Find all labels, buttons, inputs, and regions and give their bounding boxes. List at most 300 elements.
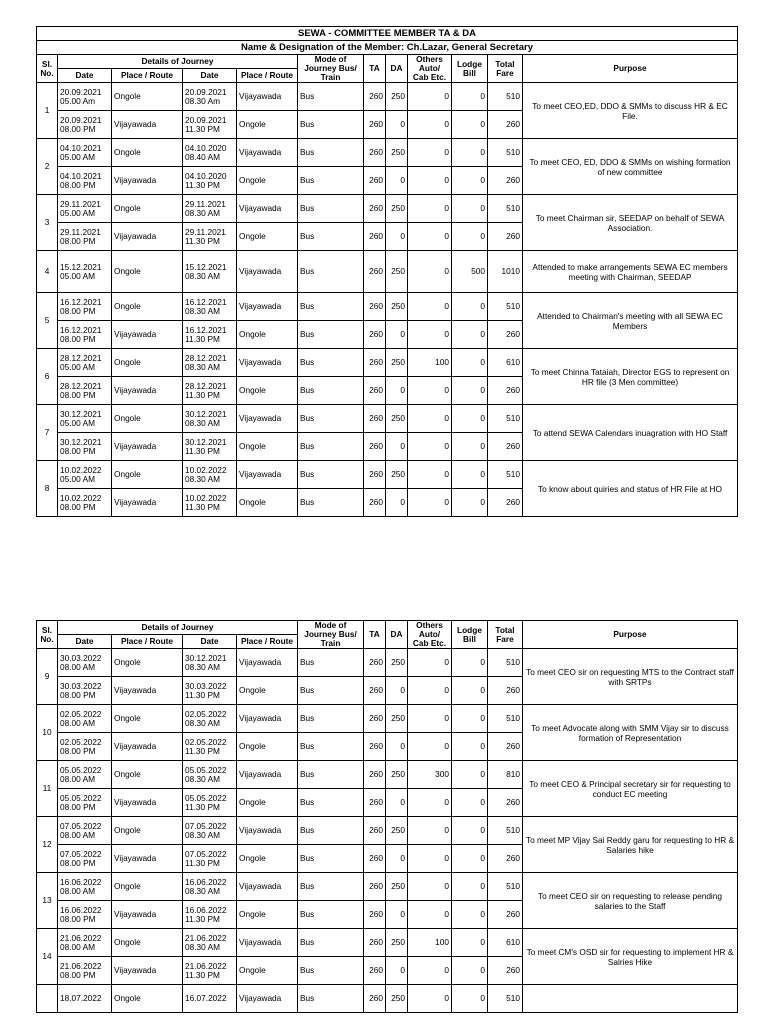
purpose-text: To attend SEWA Calendars inuagration with HO Staff: [523, 405, 738, 461]
total-fare: 260: [488, 789, 523, 817]
arrival-place: Ongole: [237, 433, 298, 461]
ta-da-sheet-page-1: [36, 26, 737, 517]
col-sl-no: Sl. No.: [37, 621, 58, 649]
departure-place: Ongole: [112, 349, 183, 377]
journey-mode: Bus: [298, 985, 364, 1013]
lodge-amount: 500: [452, 251, 488, 293]
ta-amount: 260: [364, 251, 386, 293]
da-amount: 0: [386, 321, 408, 349]
serial-number: 13: [37, 873, 58, 929]
ta-amount: 260: [364, 433, 386, 461]
departure-date: 07.05.2022 08.00 AM: [58, 817, 112, 845]
serial-number: 11: [37, 761, 58, 817]
da-amount: 0: [386, 489, 408, 517]
arrival-date: 05.05.2022 11.30 PM: [183, 789, 237, 817]
da-amount: 250: [386, 873, 408, 901]
arrival-date: 15.12.2021 08.30 AM: [183, 251, 237, 293]
total-fare: 260: [488, 957, 523, 985]
others-amount: 0: [408, 957, 452, 985]
departure-date: 18.07.2022: [58, 985, 112, 1013]
member-name-designation: Name & Designation of the Member: Ch.Lazar, General Secretary: [37, 41, 738, 55]
lodge-amount: 0: [452, 789, 488, 817]
departure-place: Vijayawada: [112, 223, 183, 251]
arrival-place: Vijayawada: [237, 873, 298, 901]
arrival-place: Ongole: [237, 377, 298, 405]
journey-mode: Bus: [298, 817, 364, 845]
departure-place: Vijayawada: [112, 167, 183, 195]
ta-amount: 260: [364, 139, 386, 167]
journey-row: [37, 251, 738, 293]
journey-row: [37, 929, 738, 957]
others-amount: 0: [408, 321, 452, 349]
departure-date: 21.06.2022 08.00 AM: [58, 929, 112, 957]
arrival-place: Ongole: [237, 223, 298, 251]
col-sl-no: Sl. No.: [37, 55, 58, 83]
others-amount: 0: [408, 195, 452, 223]
others-amount: 100: [408, 349, 452, 377]
arrival-place: Vijayawada: [237, 649, 298, 677]
serial-number: 9: [37, 649, 58, 705]
lodge-amount: 0: [452, 111, 488, 139]
da-amount: 0: [386, 223, 408, 251]
arrival-date: 20.09.2021 11.30 PM: [183, 111, 237, 139]
departure-date: 05.05.2022 08.00 AM: [58, 761, 112, 789]
ta-amount: 260: [364, 111, 386, 139]
col-details-of-journey: Details of Journey: [58, 55, 298, 69]
total-fare: 510: [488, 405, 523, 433]
departure-date: 30.03.2022 08.00 PM: [58, 677, 112, 705]
ta-amount: 260: [364, 985, 386, 1013]
others-amount: 0: [408, 251, 452, 293]
ta-amount: 260: [364, 761, 386, 789]
col-date-to: Date: [183, 69, 237, 83]
ta-amount: 260: [364, 195, 386, 223]
journey-mode: Bus: [298, 349, 364, 377]
departure-date: 10.02.2022 05.00 AM: [58, 461, 112, 489]
total-fare: 510: [488, 705, 523, 733]
arrival-date: 05.05.2022 08.30 AM: [183, 761, 237, 789]
ta-amount: 260: [364, 83, 386, 111]
serial-number: 5: [37, 293, 58, 349]
departure-date: 20.09.2021 08.00 PM: [58, 111, 112, 139]
departure-place: Vijayawada: [112, 677, 183, 705]
ta-amount: 260: [364, 489, 386, 517]
journey-mode: Bus: [298, 733, 364, 761]
others-amount: 100: [408, 929, 452, 957]
departure-date: 21.06.2022 08.00 PM: [58, 957, 112, 985]
departure-date: 28.12.2021 05.00 AM: [58, 349, 112, 377]
total-fare: 510: [488, 195, 523, 223]
others-amount: 0: [408, 649, 452, 677]
da-amount: 250: [386, 985, 408, 1013]
arrival-date: 20.09.2021 08.30 Am: [183, 83, 237, 111]
arrival-place: Vijayawada: [237, 293, 298, 321]
journey-mode: Bus: [298, 139, 364, 167]
da-amount: 250: [386, 251, 408, 293]
arrival-place: Vijayawada: [237, 761, 298, 789]
arrival-date: 07.05.2022 08.30 AM: [183, 817, 237, 845]
purpose-text: To know about quiries and status of HR File at HO: [523, 461, 738, 517]
total-fare: 510: [488, 139, 523, 167]
lodge-amount: 0: [452, 817, 488, 845]
da-amount: 250: [386, 349, 408, 377]
total-fare: 260: [488, 321, 523, 349]
arrival-date: 29.11.2021 08.30 AM: [183, 195, 237, 223]
others-amount: 0: [408, 873, 452, 901]
da-amount: 0: [386, 733, 408, 761]
departure-place: Vijayawada: [112, 433, 183, 461]
departure-place: Ongole: [112, 293, 183, 321]
sheet-title: SEWA - COMMITTEE MEMBER TA & DA: [37, 27, 738, 41]
arrival-place: Ongole: [237, 789, 298, 817]
total-fare: 260: [488, 377, 523, 405]
arrival-place: Vijayawada: [237, 817, 298, 845]
departure-place: Ongole: [112, 873, 183, 901]
departure-date: 05.05.2022 08.00 PM: [58, 789, 112, 817]
ta-amount: 260: [364, 789, 386, 817]
departure-date: 10.02.2022 08.00 PM: [58, 489, 112, 517]
journey-row: [37, 705, 738, 733]
departure-place: Ongole: [112, 251, 183, 293]
departure-place: Ongole: [112, 705, 183, 733]
arrival-place: Vijayawada: [237, 985, 298, 1013]
journey-row: [37, 873, 738, 901]
ta-da-table-1: [36, 26, 738, 517]
da-amount: 250: [386, 139, 408, 167]
journey-row: [37, 761, 738, 789]
journey-mode: Bus: [298, 293, 364, 321]
total-fare: 260: [488, 167, 523, 195]
journey-mode: Bus: [298, 761, 364, 789]
total-fare: 260: [488, 845, 523, 873]
journey-mode: Bus: [298, 957, 364, 985]
others-amount: 0: [408, 405, 452, 433]
total-fare: 510: [488, 293, 523, 321]
departure-date: 15.12.2021 05.00 AM: [58, 251, 112, 293]
lodge-amount: 0: [452, 985, 488, 1013]
departure-place: Ongole: [112, 461, 183, 489]
others-amount: 0: [408, 733, 452, 761]
others-amount: 300: [408, 761, 452, 789]
journey-row: [37, 817, 738, 845]
ta-da-table-2: [36, 620, 738, 1013]
arrival-date: 10.02.2022 11.30 PM: [183, 489, 237, 517]
da-amount: 0: [386, 433, 408, 461]
arrival-date: 16.12.2021 08.30 AM: [183, 293, 237, 321]
col-da: DA: [386, 621, 408, 649]
lodge-amount: 0: [452, 845, 488, 873]
total-fare: 510: [488, 461, 523, 489]
purpose-text: To meet MP Vijay Sai Reddy garu for requesting to HR & Salaries hike: [523, 817, 738, 873]
ta-amount: 260: [364, 405, 386, 433]
arrival-date: 30.12.2021 08.30 AM: [183, 649, 237, 677]
ta-amount: 260: [364, 377, 386, 405]
da-amount: 0: [386, 901, 408, 929]
da-amount: 0: [386, 167, 408, 195]
arrival-date: 16.12.2021 11.30 PM: [183, 321, 237, 349]
lodge-amount: 0: [452, 461, 488, 489]
lodge-amount: 0: [452, 433, 488, 461]
purpose-text: To meet Chairman sir, SEEDAP on behalf of SEWA Association.: [523, 195, 738, 251]
total-fare: 260: [488, 223, 523, 251]
journey-row: [37, 405, 738, 433]
others-amount: 0: [408, 985, 452, 1013]
lodge-amount: 0: [452, 873, 488, 901]
departure-date: 30.03.2022 08.00 AM: [58, 649, 112, 677]
total-fare: 510: [488, 873, 523, 901]
total-fare: 510: [488, 817, 523, 845]
purpose-text: To meet CEO & Principal secretary sir for requesting to conduct EC meeting: [523, 761, 738, 817]
lodge-amount: 0: [452, 733, 488, 761]
arrival-place: Vijayawada: [237, 929, 298, 957]
journey-mode: Bus: [298, 321, 364, 349]
col-total-fare: Total Fare: [488, 621, 523, 649]
journey-row: [37, 139, 738, 167]
col-others: Others Auto/ Cab Etc.: [408, 55, 452, 83]
lodge-amount: 0: [452, 349, 488, 377]
journey-mode: Bus: [298, 845, 364, 873]
col-place-from: Place / Route: [112, 635, 183, 649]
total-fare: 810: [488, 761, 523, 789]
arrival-date: 30.12.2021 08.30 AM: [183, 405, 237, 433]
departure-date: 30.12.2021 05.00 AM: [58, 405, 112, 433]
col-purpose: Purpose: [523, 55, 738, 83]
arrival-date: 28.12.2021 08.30 AM: [183, 349, 237, 377]
col-date-from: Date: [58, 69, 112, 83]
departure-date: 04.10.2021 05.00 AM: [58, 139, 112, 167]
ta-amount: 260: [364, 733, 386, 761]
total-fare: 610: [488, 349, 523, 377]
arrival-place: Vijayawada: [237, 139, 298, 167]
ta-amount: 260: [364, 223, 386, 251]
lodge-amount: 0: [452, 705, 488, 733]
departure-place: Ongole: [112, 985, 183, 1013]
arrival-place: Ongole: [237, 901, 298, 929]
lodge-amount: 0: [452, 83, 488, 111]
arrival-place: Vijayawada: [237, 195, 298, 223]
departure-date: 29.11.2021 05.00 AM: [58, 195, 112, 223]
serial-number: 3: [37, 195, 58, 251]
departure-date: 16.12.2021 08.00 PM: [58, 321, 112, 349]
journey-mode: Bus: [298, 705, 364, 733]
others-amount: 0: [408, 489, 452, 517]
journey-mode: Bus: [298, 377, 364, 405]
departure-place: Ongole: [112, 761, 183, 789]
serial-number: 2: [37, 139, 58, 195]
col-lodge-bill: Lodge Bill: [452, 55, 488, 83]
lodge-amount: 0: [452, 139, 488, 167]
purpose-text: To meet CEO sir on requesting MTS to the Contract staff with SRTPs: [523, 649, 738, 705]
ta-amount: 260: [364, 677, 386, 705]
journey-row: [37, 83, 738, 111]
others-amount: 0: [408, 845, 452, 873]
others-amount: 0: [408, 461, 452, 489]
col-date-from: Date: [58, 635, 112, 649]
purpose-text: To meet CEO,ED, DDO & SMMs to discuss HR & EC File.: [523, 83, 738, 139]
others-amount: 0: [408, 377, 452, 405]
total-fare: 260: [488, 677, 523, 705]
total-fare: 510: [488, 985, 523, 1013]
ta-amount: 260: [364, 817, 386, 845]
ta-amount: 260: [364, 461, 386, 489]
arrival-date: 04.10.2020 11.30 PM: [183, 167, 237, 195]
departure-date: 07.05.2022 08.00 PM: [58, 845, 112, 873]
others-amount: 0: [408, 789, 452, 817]
serial-number: 12: [37, 817, 58, 873]
others-amount: 0: [408, 167, 452, 195]
arrival-date: 16.06.2022 11.30 PM: [183, 901, 237, 929]
arrival-place: Vijayawada: [237, 705, 298, 733]
total-fare: 260: [488, 111, 523, 139]
others-amount: 0: [408, 433, 452, 461]
departure-place: Vijayawada: [112, 377, 183, 405]
da-amount: 0: [386, 789, 408, 817]
departure-date: 16.12.2021 08.00 PM: [58, 293, 112, 321]
departure-date: 04.10.2021 08.00 PM: [58, 167, 112, 195]
arrival-date: 29.11.2021 11.30 PM: [183, 223, 237, 251]
col-mode: Mode of Journey Bus/ Train: [298, 55, 364, 83]
arrival-place: Ongole: [237, 111, 298, 139]
journey-mode: Bus: [298, 111, 364, 139]
departure-place: Ongole: [112, 817, 183, 845]
arrival-place: Vijayawada: [237, 405, 298, 433]
ta-amount: 260: [364, 649, 386, 677]
ta-amount: 260: [364, 901, 386, 929]
arrival-date: 30.12.2021 11.30 PM: [183, 433, 237, 461]
journey-mode: Bus: [298, 873, 364, 901]
departure-place: Ongole: [112, 83, 183, 111]
da-amount: 0: [386, 677, 408, 705]
total-fare: 260: [488, 433, 523, 461]
ta-amount: 260: [364, 929, 386, 957]
departure-place: Vijayawada: [112, 789, 183, 817]
departure-date: 28.12.2021 08.00 PM: [58, 377, 112, 405]
journey-mode: Bus: [298, 83, 364, 111]
total-fare: 260: [488, 901, 523, 929]
arrival-place: Ongole: [237, 957, 298, 985]
lodge-amount: 0: [452, 761, 488, 789]
journey-mode: Bus: [298, 789, 364, 817]
arrival-place: Vijayawada: [237, 461, 298, 489]
arrival-date: 16.07.2022: [183, 985, 237, 1013]
serial-number: 6: [37, 349, 58, 405]
da-amount: 0: [386, 845, 408, 873]
others-amount: 0: [408, 111, 452, 139]
serial-number: [37, 985, 58, 1013]
others-amount: 0: [408, 901, 452, 929]
others-amount: 0: [408, 677, 452, 705]
purpose-text: To meet Advocate along with SMM Vijay sir to discuss formation of Representation: [523, 705, 738, 761]
total-fare: 510: [488, 83, 523, 111]
lodge-amount: 0: [452, 195, 488, 223]
journey-mode: Bus: [298, 929, 364, 957]
departure-place: Vijayawada: [112, 489, 183, 517]
departure-place: Vijayawada: [112, 111, 183, 139]
departure-date: 16.06.2022 08.00 AM: [58, 873, 112, 901]
purpose-text: Attended to Chairman's meeting with all SEWA EC Members: [523, 293, 738, 349]
da-amount: 250: [386, 649, 408, 677]
purpose-text: To meet Chinna Tataiah, Director EGS to represent on HR file (3 Men committee): [523, 349, 738, 405]
departure-place: Ongole: [112, 195, 183, 223]
ta-amount: 260: [364, 293, 386, 321]
da-amount: 250: [386, 817, 408, 845]
arrival-date: 30.03.2022 11.30 PM: [183, 677, 237, 705]
total-fare: 510: [488, 649, 523, 677]
serial-number: 1: [37, 83, 58, 139]
journey-row: [37, 461, 738, 489]
ta-amount: 260: [364, 705, 386, 733]
purpose-text: To meet CM's OSD sir for requesting to implement HR & Salries Hike: [523, 929, 738, 985]
serial-number: 14: [37, 929, 58, 985]
departure-place: Ongole: [112, 405, 183, 433]
others-amount: 0: [408, 705, 452, 733]
arrival-place: Ongole: [237, 321, 298, 349]
total-fare: 260: [488, 733, 523, 761]
departure-place: Vijayawada: [112, 733, 183, 761]
ta-amount: 260: [364, 321, 386, 349]
departure-place: Ongole: [112, 929, 183, 957]
ta-amount: 260: [364, 845, 386, 873]
col-da: DA: [386, 55, 408, 83]
lodge-amount: 0: [452, 321, 488, 349]
lodge-amount: 0: [452, 167, 488, 195]
ta-da-sheet-page-2: [36, 620, 737, 1013]
journey-mode: Bus: [298, 649, 364, 677]
col-total-fare: Total Fare: [488, 55, 523, 83]
col-place-to: Place / Route: [237, 69, 298, 83]
col-details-of-journey: Details of Journey: [58, 621, 298, 635]
lodge-amount: 0: [452, 901, 488, 929]
journey-row: [37, 349, 738, 377]
journey-row: [37, 649, 738, 677]
total-fare: 610: [488, 929, 523, 957]
arrival-date: 21.06.2022 08.30 AM: [183, 929, 237, 957]
total-fare: 1010: [488, 251, 523, 293]
lodge-amount: 0: [452, 405, 488, 433]
col-ta: TA: [364, 55, 386, 83]
lodge-amount: 0: [452, 929, 488, 957]
lodge-amount: 0: [452, 293, 488, 321]
serial-number: 8: [37, 461, 58, 517]
ta-amount: 260: [364, 167, 386, 195]
others-amount: 0: [408, 817, 452, 845]
da-amount: 250: [386, 461, 408, 489]
others-amount: 0: [408, 139, 452, 167]
da-amount: 0: [386, 377, 408, 405]
ta-amount: 260: [364, 957, 386, 985]
col-place-from: Place / Route: [112, 69, 183, 83]
journey-mode: Bus: [298, 677, 364, 705]
arrival-date: 28.12.2021 11.30 PM: [183, 377, 237, 405]
col-mode: Mode of Journey Bus/ Train: [298, 621, 364, 649]
da-amount: 250: [386, 761, 408, 789]
journey-mode: Bus: [298, 195, 364, 223]
purpose-text: To meet CEO sir on requesting to release pending salaries to the Staff: [523, 873, 738, 929]
departure-place: Ongole: [112, 139, 183, 167]
departure-date: 20.09.2021 05.00 Am: [58, 83, 112, 111]
others-amount: 0: [408, 293, 452, 321]
lodge-amount: 0: [452, 377, 488, 405]
journey-mode: Bus: [298, 167, 364, 195]
arrival-place: Vijayawada: [237, 83, 298, 111]
departure-place: Vijayawada: [112, 845, 183, 873]
col-place-to: Place / Route: [237, 635, 298, 649]
arrival-date: 04.10.2020 08.40 AM: [183, 139, 237, 167]
departure-place: Vijayawada: [112, 957, 183, 985]
others-amount: 0: [408, 223, 452, 251]
departure-date: 02.05.2022 08.00 PM: [58, 733, 112, 761]
lodge-amount: 0: [452, 649, 488, 677]
